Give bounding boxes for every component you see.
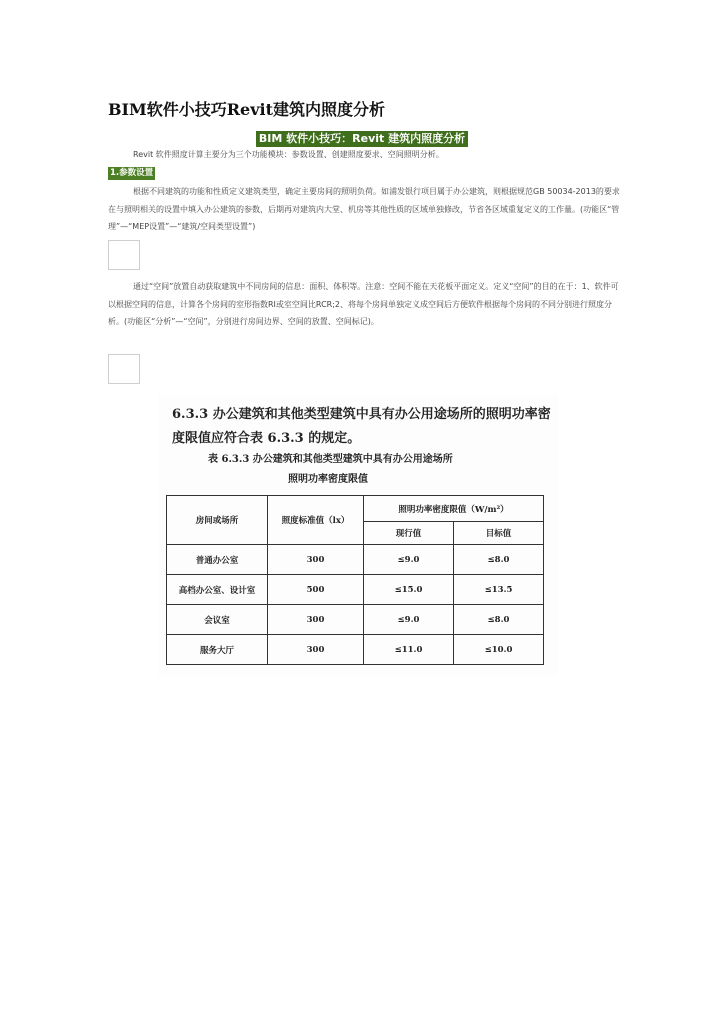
banner-row bbox=[0, 127, 724, 147]
cell-target: ≤8.0 bbox=[454, 605, 544, 635]
paragraph-space: 通过“空间”放置自动获取建筑中不同房间的信息：面积、体积等。注意：空间不能在天花板平面定义。定义“空间”的目的在于：1、软件可以根据空间的信息，计算各个房间的室形指数RI或室空间比RCR;2、将每个房间单独定义成空间后方便软件根据每个房间的不同分别进行照度分析。(功能区“分析”—“空间”，分别进行房间边界、空间的放置、空间标记)。 bbox=[108, 282, 619, 326]
paragraph-building-type: 根据不同建筑的功能和性质定义建筑类型，确定主要房间的照明负荷。如浦发银行项目属于办公建筑，则根据规范GB 50034-2013的要求在与照明相关的设置中填入办公建筑的参数，后期再对建筑内大堂、机房等其他性质的区域单独修改，节省各区域重复定义的工作量。(功能区“管理”—“MEP设置”—“建筑/空间类型设置”) bbox=[108, 187, 620, 231]
table-header-row bbox=[167, 496, 544, 522]
cell-room: 普通办公室 bbox=[167, 545, 268, 575]
header-current: 现行值 bbox=[364, 522, 454, 545]
section-heading: 1.参数设置 bbox=[110, 168, 154, 178]
cell-current: ≤9.0 bbox=[364, 605, 454, 635]
cell-lux: 300 bbox=[268, 635, 364, 665]
table-caption-line: 表 6.3.3 办公建筑和其他类型建筑中具有办公用途场所 bbox=[208, 454, 453, 465]
header-room: 房间或场所 bbox=[167, 496, 268, 545]
intro-paragraph: Revit 软件照度计算主要分为三个功能模块：参数设置、创建照度要求、空间照明分析。 bbox=[133, 150, 444, 159]
cell-lux: 300 bbox=[268, 545, 364, 575]
cell-current: ≤9.0 bbox=[364, 545, 454, 575]
header-standard: 照度标准值（lx） bbox=[268, 496, 364, 545]
document-title: BIM软件小技巧Revit建筑内照度分析 bbox=[108, 100, 385, 119]
image-placeholder bbox=[108, 240, 140, 270]
cell-target: ≤8.0 bbox=[454, 545, 544, 575]
cell-current: ≤11.0 bbox=[364, 635, 454, 665]
cell-room: 服务大厅 bbox=[167, 635, 268, 665]
table-row bbox=[167, 605, 544, 635]
cell-room: 高档办公室、设计室 bbox=[167, 575, 268, 605]
cell-target: ≤13.5 bbox=[454, 575, 544, 605]
cell-lux: 500 bbox=[268, 575, 364, 605]
cell-room: 会议室 bbox=[167, 605, 268, 635]
lpd-table bbox=[166, 495, 544, 665]
table-row bbox=[167, 635, 544, 665]
table-caption bbox=[208, 450, 453, 490]
table-caption-line: 照明功率密度限值 bbox=[288, 474, 368, 485]
image-placeholder bbox=[108, 354, 140, 384]
table-row bbox=[167, 575, 544, 605]
cell-target: ≤10.0 bbox=[454, 635, 544, 665]
standard-clause: 6.3.3 办公建筑和其他类型建筑中具有办公用途场所的照明功率密度限值应符合表 6.3.3 的规定。 bbox=[172, 407, 551, 446]
cell-current: ≤15.0 bbox=[364, 575, 454, 605]
table-row bbox=[167, 545, 544, 575]
article-banner: BIM 软件小技巧：Revit 建筑内照度分析 bbox=[256, 131, 468, 147]
standard-table-image bbox=[158, 395, 558, 675]
header-lpd: 照明功率密度限值（W/m²） bbox=[364, 496, 544, 522]
cell-lux: 300 bbox=[268, 605, 364, 635]
header-target: 目标值 bbox=[454, 522, 544, 545]
